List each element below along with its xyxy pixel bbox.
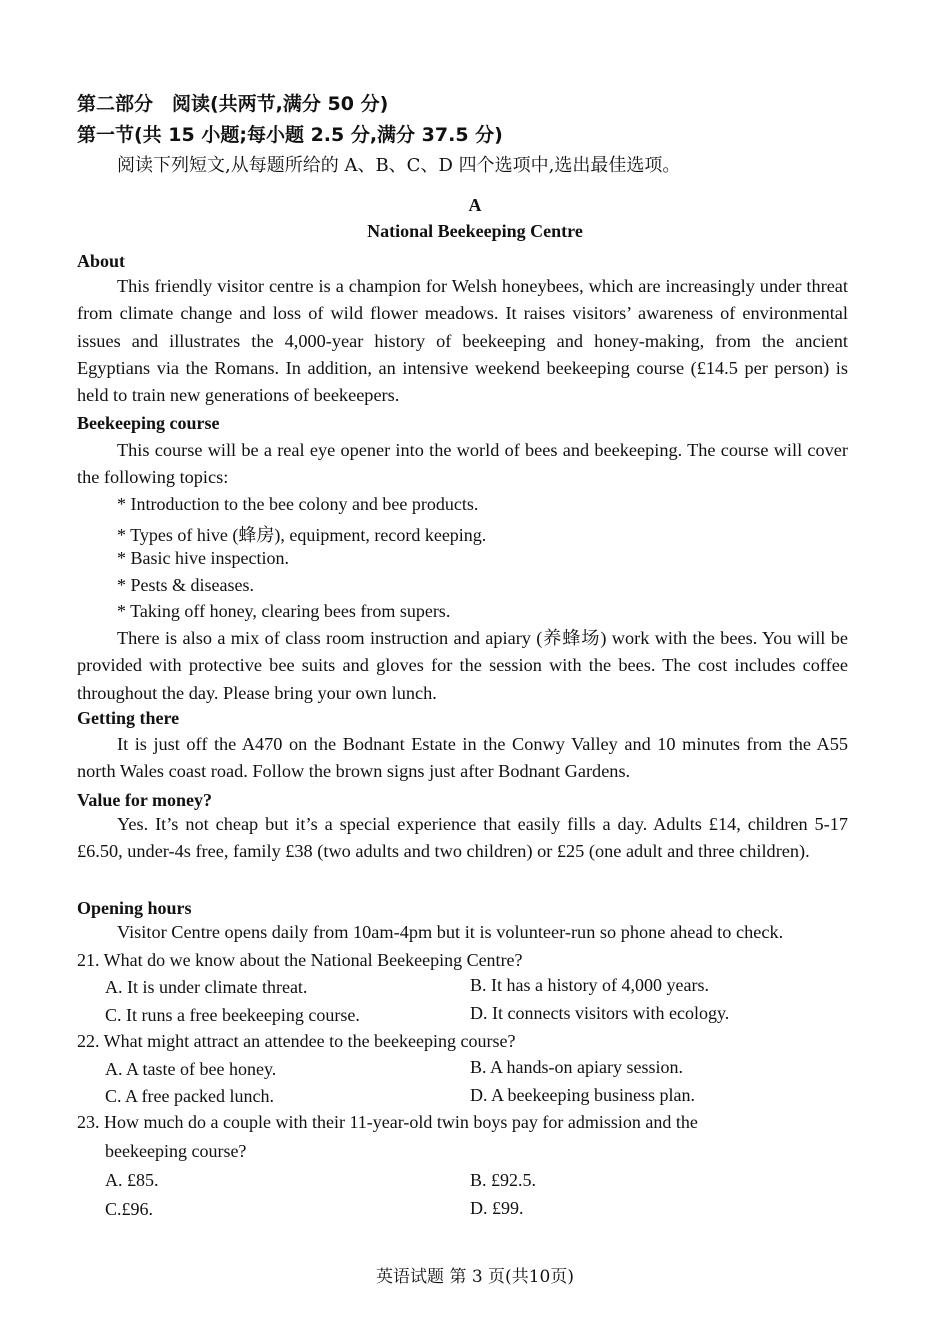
about-paragraph xyxy=(77,273,848,409)
about-heading: About xyxy=(77,251,126,271)
passage-title: National Beekeeping Centre xyxy=(367,221,583,241)
course-intro: This course will be a real eye opener into the world of bees and beekeeping. The course will cover the following topics: xyxy=(77,440,848,488)
option-22-c: C. A free packed lunch. xyxy=(105,1086,274,1106)
course-intro-paragraph xyxy=(77,437,848,492)
question-23-stem: 23. How much do a couple with their 11-year-old twin boys pay for admission and the xyxy=(77,1112,698,1132)
topic-item: * Types of hive (蜂房), equipment, record keeping. xyxy=(117,525,487,545)
value-paragraph xyxy=(77,811,848,866)
option-21-b: B. It has a history of 4,000 years. xyxy=(470,975,709,995)
option-22-a: A. A taste of bee honey. xyxy=(105,1059,277,1079)
course-detail-paragraph xyxy=(77,625,848,707)
hours-text: Visitor Centre opens daily from 10am-4pm but it is volunteer-run so phone ahead to check. xyxy=(117,922,784,942)
part-title: 第二部分 阅读(共两节,满分 50 分) xyxy=(77,93,389,115)
topic-item: * Pests & diseases. xyxy=(117,575,254,595)
course-heading: Beekeeping course xyxy=(77,413,220,433)
topic-item: * Taking off honey, clearing bees from supers. xyxy=(117,601,451,621)
value-text: Yes. It’s not cheap but it’s a special experience that easily fills a day. Adults £14, children 5-17 £6.50, under-4s free, family £38 (two adults and two children) or £25 (one adult and three children). xyxy=(77,814,848,862)
instruction: 阅读下列短文,从每题所给的 A、B、C、D 四个选项中,选出最佳选项。 xyxy=(117,155,681,176)
option-23-d: D. £99. xyxy=(470,1198,524,1218)
option-21-d: D. It connects visitors with ecology. xyxy=(470,1003,730,1023)
page-footer: 英语试题 第 3 页(共10页) xyxy=(376,1267,574,1287)
getting-there-paragraph xyxy=(77,731,848,786)
about-text: This friendly visitor centre is a champion for Welsh honeybees, which are increasingly under threat from climate change and loss of wild flower meadows. It raises visitors’ awareness of environmental issues and illustrates the 4,000-year history of beekeeping and honey-making, from the ancient Egyptians via the Romans. In addition, an intensive weekend beekeeping course (£14.5 per person) is held to train new generations of beekeepers. xyxy=(77,276,848,406)
getting-there-heading: Getting there xyxy=(77,708,180,728)
option-21-a: A. It is under climate threat. xyxy=(105,977,308,997)
option-22-b: B. A hands-on apiary session. xyxy=(470,1057,683,1077)
hours-paragraph xyxy=(77,919,848,946)
option-23-b: B. £92.5. xyxy=(470,1170,537,1190)
passage-letter: A xyxy=(468,195,482,215)
course-detail: There is also a mix of class room instruction and apiary (养蜂场) work with the bees. You will be provided with protective bee suits and gloves for the session with the bees. The cost includes coffee throughout the day. Please bring your own lunch. xyxy=(77,628,848,703)
value-heading: Value for money? xyxy=(77,790,212,810)
option-23-c: C.£96. xyxy=(105,1199,154,1219)
getting-there-text: It is just off the A470 on the Bodnant Estate in the Conwy Valley and 10 minutes from the A55 north Wales coast road. Follow the brown signs just after Bodnant Gardens. xyxy=(77,734,848,782)
topic-item: * Introduction to the bee colony and bee products. xyxy=(117,494,479,514)
question-23-stem-cont: beekeeping course? xyxy=(105,1141,247,1161)
section-title: 第一节(共 15 小题;每小题 2.5 分,满分 37.5 分) xyxy=(77,124,503,146)
question-21-stem: 21. What do we know about the National Beekeeping Centre? xyxy=(77,950,523,970)
question-22-stem: 22. What might attract an attendee to the beekeeping course? xyxy=(77,1031,516,1051)
option-22-d: D. A beekeeping business plan. xyxy=(470,1085,695,1105)
topic-item: * Basic hive inspection. xyxy=(117,548,289,568)
hours-heading: Opening hours xyxy=(77,898,192,918)
option-21-c: C. It runs a free beekeeping course. xyxy=(105,1005,360,1025)
option-23-a: A. £85. xyxy=(105,1170,159,1190)
